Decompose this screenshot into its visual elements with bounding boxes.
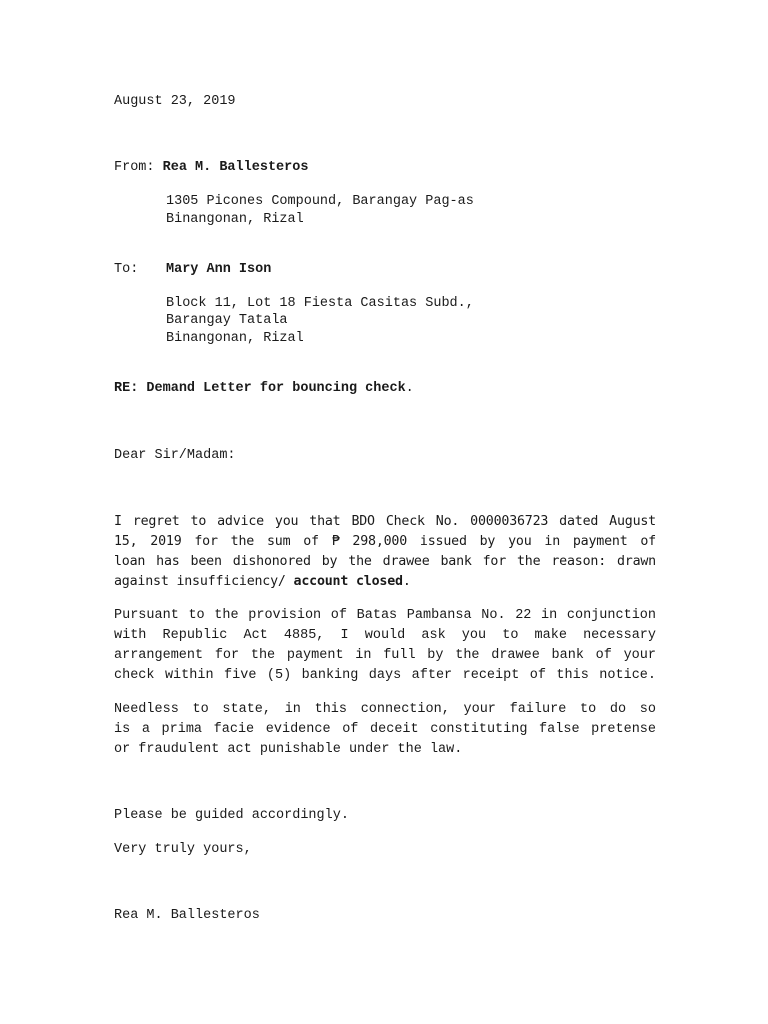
letter-date: August 23, 2019 <box>114 94 236 109</box>
paragraph-warning-row: Needless to state, in this connection, your failure to do so <box>114 702 656 717</box>
recipient-address-line1: Block 11, Lot 18 Fiesta Casitas Subd., <box>166 296 474 311</box>
closing-guidance: Please be guided accordingly. <box>114 808 349 823</box>
subject-label: RE: <box>114 381 139 396</box>
from-label: From: <box>114 160 155 175</box>
from-line <box>114 159 308 177</box>
sender-address-line2: Binangonan, Rizal <box>166 212 304 227</box>
paragraph-notice-row: loan has been dishonored by the drawee bank for the reason: drawn <box>114 554 656 569</box>
account-closed-text: account closed <box>293 574 403 589</box>
paragraph-notice-row: 15, 2019 for the sum of ₱ 298,000 issued by you in payment of <box>114 534 656 549</box>
paragraph-demand <box>114 606 656 686</box>
paragraph-warning <box>114 700 656 760</box>
reason-text: against insufficiency/ <box>114 574 294 589</box>
reason-period: . <box>402 574 411 589</box>
sender-address-line1: 1305 Picones Compound, Barangay Pag-as <box>166 194 474 209</box>
sender-name: Rea M. Ballesteros <box>162 160 309 175</box>
paragraph-warning-row: is a prima facie evidence of deceit constituting false pretense <box>114 722 656 737</box>
paragraph-notice-row: I regret to advice you that BDO Check No. 0000036723 dated August <box>114 514 656 529</box>
closing-valediction: Very truly yours, <box>114 842 252 857</box>
subject-period: . <box>405 381 414 396</box>
signature-name: Rea M. Ballesteros <box>114 908 260 923</box>
recipient-address-line2: Barangay Tatala <box>166 313 288 328</box>
paragraph-demand-row: check within five (5) banking days after receipt of this notice. <box>114 668 656 683</box>
to-line <box>114 261 272 279</box>
to-label: To: <box>114 262 139 277</box>
subject-text: Demand Letter for bouncing check <box>146 381 406 396</box>
salutation: Dear Sir/Madam: <box>114 448 236 463</box>
paragraph-demand-row: arrangement for the payment in full by the drawee bank of your <box>114 648 656 663</box>
paragraph-notice <box>114 512 656 592</box>
recipient-address-line3: Binangonan, Rizal <box>166 331 304 346</box>
recipient-name: Mary Ann Ison <box>166 262 272 277</box>
paragraph-demand-row: with Republic Act 4885, I would ask you to make necessary <box>114 628 656 643</box>
paragraph-demand-row: Pursuant to the provision of Batas Pambansa No. 22 in conjunction <box>114 608 656 623</box>
paragraph-warning-row: or fraudulent act punishable under the law. <box>114 742 463 757</box>
subject-line <box>114 380 414 398</box>
paragraph-notice-row <box>114 572 656 592</box>
